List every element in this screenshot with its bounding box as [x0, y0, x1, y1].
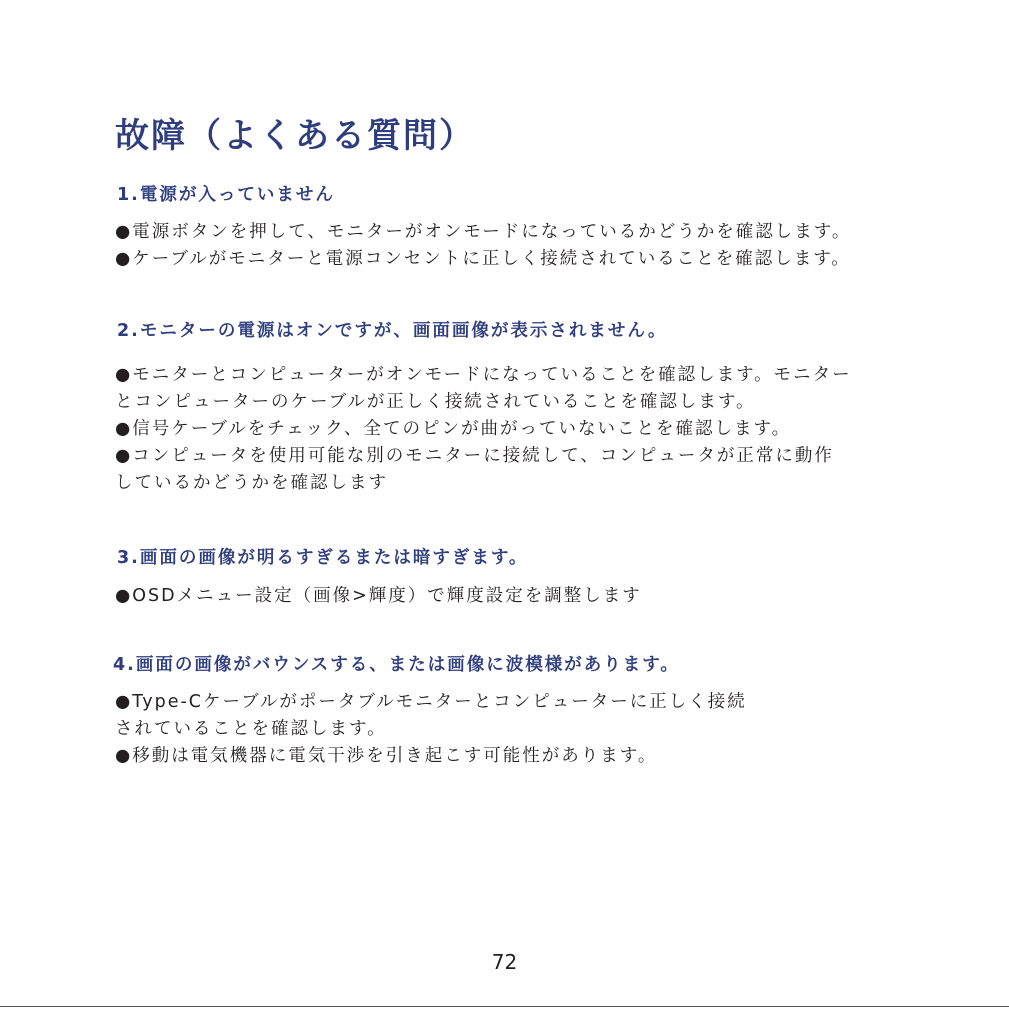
- paragraph: ●ケーブルがモニターと電源コンセントに正しく接続されていることを確認します。: [115, 249, 851, 269]
- paragraph: ●モニターとコンピューターがオンモードになっていることを確認します。モニター とコンピューターのケーブルが正しく接続されていることを確認します。: [115, 365, 852, 412]
- section-body-power: [115, 219, 915, 273]
- section-body-brightness: [115, 583, 915, 610]
- paragraph: ●Type-Cケーブルがポータブルモニターとコンピューターに正しく接続 されていることを確認します。: [115, 692, 747, 739]
- section-heading-bounce: 4.画面の画像がバウンスする、または画像に波模様があります。: [113, 655, 680, 675]
- page-title: 故障（よくある質問）: [115, 116, 475, 156]
- section-heading-no-image: 2.モニターの電源はオンですが、画面画像が表示されません。: [117, 321, 668, 341]
- paragraph: ●コンピュータを使用可能な別のモニターに接続して、コンピュータが正常に動作 しているかどうかを確認します: [115, 446, 834, 493]
- bottom-rule: [0, 1006, 1009, 1007]
- page-number: 72: [491, 950, 518, 974]
- paragraph: ●OSDメニュー設定（画像>輝度）で輝度設定を調整します: [115, 586, 642, 606]
- paragraph: ●電源ボタンを押して、モニターがオンモードになっているかどうかを確認します。: [115, 222, 852, 242]
- paragraph: ●移動は電気機器に電気干渉を引き起こす可能性があります。: [115, 746, 658, 766]
- section-heading-brightness: 3.画面の画像が明るすぎるまたは暗すぎます。: [117, 548, 529, 568]
- section-heading-power: 1.電源が入っていません: [117, 185, 335, 205]
- section-body-bounce: [115, 689, 915, 770]
- section-body-no-image: [115, 362, 915, 497]
- paragraph: ●信号ケーブルをチェック、全てのピンが曲がっていないことを確認します。: [115, 419, 792, 439]
